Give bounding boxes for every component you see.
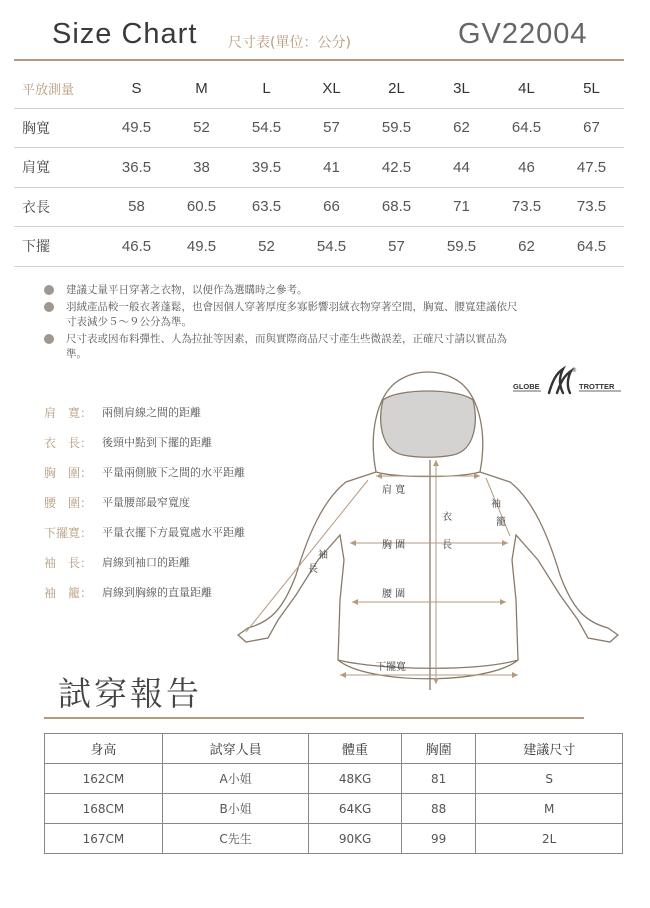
table-cell: 162CM xyxy=(45,764,163,794)
table-cell: 52 xyxy=(169,108,234,148)
table-row xyxy=(45,794,623,824)
table-cell: 73.5 xyxy=(559,187,624,227)
brand-right-text: TROTTER xyxy=(579,382,615,391)
table-cell: 47.5 xyxy=(559,148,624,188)
table-cell: 44 xyxy=(429,148,494,188)
note-text: 羽絨產品較一般衣著蓬鬆，也會因個人穿著厚度多寡影響羽絨衣物穿著空間，胸寬、腰寬建議依尺寸表減少５～９公分為準。 xyxy=(66,301,518,328)
definition-term: 腰 圍： xyxy=(44,496,93,510)
table-cell: 67 xyxy=(559,108,624,148)
fitting-report-divider xyxy=(44,717,584,719)
registered-mark: ® xyxy=(571,367,577,374)
column-header: 胸圍 xyxy=(401,734,476,764)
definition-item xyxy=(44,434,245,464)
table-cell: 54.5 xyxy=(299,227,364,267)
table-cell: 58 xyxy=(104,187,169,227)
size-col-header: M xyxy=(169,69,234,108)
table-cell: 57 xyxy=(299,108,364,148)
table-cell: 57 xyxy=(364,227,429,267)
definition-term: 袖 籠： xyxy=(44,586,93,600)
page-subtitle: 尺寸表(單位：公分) xyxy=(228,35,351,51)
size-header-row xyxy=(14,69,624,108)
definition-desc: 平量腰部最窄寬度 xyxy=(102,496,190,509)
table-row xyxy=(14,187,624,227)
table-cell: 60.5 xyxy=(169,187,234,227)
table-cell: 99 xyxy=(401,824,476,854)
table-cell: 64KG xyxy=(309,794,401,824)
armhole-label: 袖 xyxy=(491,499,501,510)
table-cell: 62 xyxy=(429,108,494,148)
table-cell: 54.5 xyxy=(234,108,299,148)
waist-label: 腰 圍 xyxy=(382,589,406,600)
table-cell: S xyxy=(476,764,623,794)
table-cell: 64.5 xyxy=(559,227,624,267)
table-cell: M xyxy=(476,794,623,824)
corner-label: 平放測量 xyxy=(14,69,104,108)
page-title: Size Chart xyxy=(52,18,198,50)
jacket-diagram xyxy=(228,360,628,695)
brand-left-text: GLOBE xyxy=(513,382,540,391)
length-label: 長 xyxy=(442,540,452,551)
size-col-header: S xyxy=(104,69,169,108)
table-cell: 167CM xyxy=(45,824,163,854)
definition-desc: 後頸中點到下擺的距離 xyxy=(102,436,212,449)
row-label: 肩寬 xyxy=(14,148,104,188)
table-cell: C先生 xyxy=(162,824,309,854)
table-cell: 36.5 xyxy=(104,148,169,188)
table-cell: 63.5 xyxy=(234,187,299,227)
row-label: 下擺 xyxy=(14,227,104,267)
armhole-label: 籠 xyxy=(496,517,506,528)
table-cell: 66 xyxy=(299,187,364,227)
size-col-header: 3L xyxy=(429,69,494,108)
table-cell: 38 xyxy=(169,148,234,188)
table-cell: 52 xyxy=(234,227,299,267)
sleeve-length-label: 長 xyxy=(308,564,318,575)
table-cell: 49.5 xyxy=(104,108,169,148)
size-col-header: L xyxy=(234,69,299,108)
table-cell: 46 xyxy=(494,148,559,188)
definition-desc: 兩側肩線之間的距離 xyxy=(102,406,201,419)
table-cell: 46.5 xyxy=(104,227,169,267)
table-cell: 59.5 xyxy=(429,227,494,267)
definition-term: 胸 圍： xyxy=(44,466,93,480)
table-cell: 59.5 xyxy=(364,108,429,148)
column-header: 建議尺寸 xyxy=(476,734,623,764)
note-item xyxy=(44,332,524,362)
measurement-definitions xyxy=(44,404,245,614)
definition-desc: 平量兩側腋下之間的水平距離 xyxy=(102,466,245,479)
note-item xyxy=(44,283,524,298)
fitting-header-row xyxy=(45,734,623,764)
sleeve-length-label: 袖 xyxy=(318,550,328,561)
table-row xyxy=(14,148,624,188)
fitting-report-table xyxy=(44,733,623,854)
definition-item xyxy=(44,494,245,524)
notes-list xyxy=(44,283,524,364)
note-text: 尺寸表或因布料彈性、人為拉扯等因素，而與實際商品尺寸產生些微誤差，正確尺寸請以實品為準。 xyxy=(66,333,507,360)
table-cell: 68.5 xyxy=(364,187,429,227)
definition-term: 肩 寬： xyxy=(44,406,93,420)
column-header: 試穿人員 xyxy=(162,734,309,764)
title-divider xyxy=(14,59,624,61)
table-cell: 88 xyxy=(401,794,476,824)
note-item xyxy=(44,300,524,330)
table-cell: 42.5 xyxy=(364,148,429,188)
definition-item xyxy=(44,464,245,494)
chest-label: 胸 圍 xyxy=(382,540,406,551)
table-cell: 64.5 xyxy=(494,108,559,148)
hem-width-label: 下擺寬 xyxy=(376,662,406,673)
table-cell: 73.5 xyxy=(494,187,559,227)
table-row xyxy=(14,108,624,148)
size-chart-table xyxy=(14,69,624,267)
bullet-dot-icon xyxy=(44,334,54,344)
size-col-header: 2L xyxy=(364,69,429,108)
table-cell: 48KG xyxy=(309,764,401,794)
definition-desc: 肩線到袖口的距離 xyxy=(102,556,190,569)
table-cell: B小姐 xyxy=(162,794,309,824)
definition-term: 衣 長： xyxy=(44,436,93,450)
definition-item xyxy=(44,404,245,434)
size-col-header: 4L xyxy=(494,69,559,108)
shoulder-label: 肩 寬 xyxy=(382,485,406,496)
row-label: 胸寬 xyxy=(14,108,104,148)
definition-desc: 肩線到胸線的直量距離 xyxy=(102,586,212,599)
row-label: 衣長 xyxy=(14,187,104,227)
table-cell: 71 xyxy=(429,187,494,227)
table-cell: 90KG xyxy=(309,824,401,854)
table-row xyxy=(45,764,623,794)
table-row xyxy=(45,824,623,854)
size-col-header: 5L xyxy=(559,69,624,108)
table-cell: 39.5 xyxy=(234,148,299,188)
size-col-header: XL xyxy=(299,69,364,108)
definition-desc: 平量衣擺下方最寬處水平距離 xyxy=(102,526,245,539)
table-cell: A小姐 xyxy=(162,764,309,794)
definition-term: 袖 長： xyxy=(44,556,93,570)
jacket-outline-icon xyxy=(228,360,628,695)
fitting-report-title: 試穿報告 xyxy=(58,674,202,713)
table-cell: 168CM xyxy=(45,794,163,824)
note-text: 建議丈量平日穿著之衣物，以便作為選購時之參考。 xyxy=(66,284,308,296)
model-number: GV22004 xyxy=(458,18,588,50)
table-cell: 41 xyxy=(299,148,364,188)
table-cell: 49.5 xyxy=(169,227,234,267)
definition-item xyxy=(44,584,245,614)
definition-term: 下擺寬： xyxy=(44,526,93,540)
bullet-dot-icon xyxy=(44,285,54,295)
table-cell: 62 xyxy=(494,227,559,267)
table-row xyxy=(14,227,624,267)
column-header: 身高 xyxy=(45,734,163,764)
table-cell: 2L xyxy=(476,824,623,854)
definition-item xyxy=(44,554,245,584)
length-label: 衣 xyxy=(442,512,452,523)
bullet-dot-icon xyxy=(44,302,54,312)
table-cell: 81 xyxy=(401,764,476,794)
definition-item xyxy=(44,524,245,554)
column-header: 體重 xyxy=(309,734,401,764)
